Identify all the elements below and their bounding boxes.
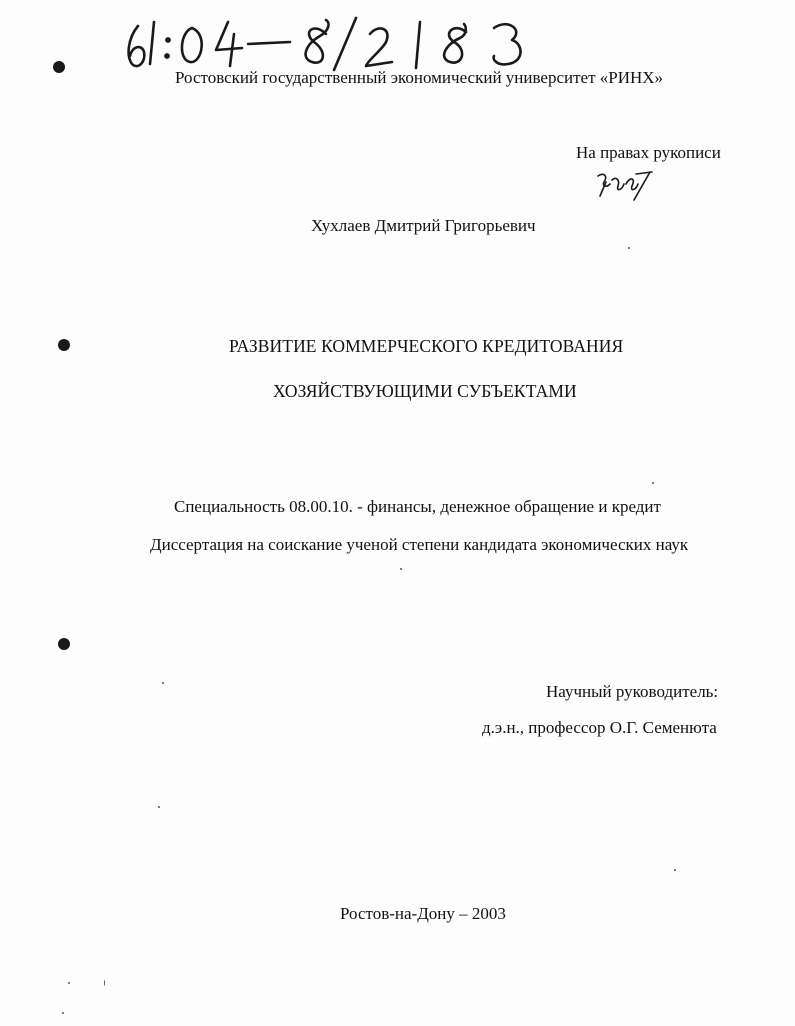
handwritten-archive-code [120,4,550,78]
handwritten-signature [592,166,654,202]
scan-speck [68,982,70,984]
specialty-line: Специальность 08.00.10. - финансы, денежное обращение и кредит [174,497,661,516]
scan-speck [158,806,160,808]
author-name: Хухлаев Дмитрий Григорьевич [311,216,536,235]
scan-speck [674,869,676,871]
university-name: Ростовский государственный экономический университет «РИНХ» [175,68,664,87]
city-year: Ростов-на-Дону – 2003 [340,904,506,923]
rights-note: На правах рукописи [576,143,721,162]
scan-speck [62,1012,64,1014]
scan-speck [652,482,654,484]
scan-speck [162,682,164,684]
supervisor-name: д.э.н., профессор О.Г. Семенюта [482,718,717,737]
binder-hole [53,61,65,73]
binder-hole [58,638,70,650]
scan-speck [628,247,630,249]
scan-speck [104,980,105,986]
dissertation-title-line-1: РАЗВИТИЕ КОММЕРЧЕСКОГО КРЕДИТОВАНИЯ [229,336,624,356]
supervisor-label: Научный руководитель: [546,682,719,701]
binder-hole [58,339,70,351]
dissertation-title-line-2: ХОЗЯЙСТВУЮЩИМИ СУБЪЕКТАМИ [273,381,577,401]
dissertation-degree-line: Диссертация на соискание ученой степени кандидата экономических наук [150,535,689,554]
scan-speck [400,568,402,570]
